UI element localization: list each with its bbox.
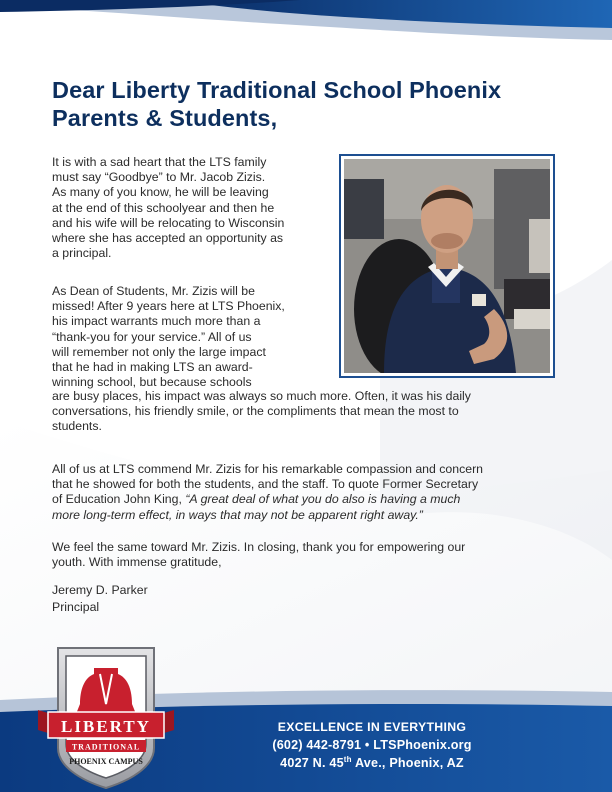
paragraph-dean-continued bbox=[52, 389, 582, 435]
address-text: 4027 N. 45 bbox=[280, 756, 344, 770]
text-line: All of us at LTS commend Mr. Zizis for his remarkable compassion and concern bbox=[52, 462, 484, 476]
text-line: will remember not only the large impact bbox=[52, 344, 266, 359]
signature-name: Jeremy D. Parker bbox=[52, 583, 148, 597]
footer-motto: EXCELLENCE IN EVERYTHING bbox=[277, 720, 467, 734]
text-line: that he had in making LTS an award- bbox=[52, 360, 253, 375]
staff-photo bbox=[344, 159, 550, 373]
text-fragment: of Education John King, bbox=[52, 492, 186, 507]
text-line: students. bbox=[52, 419, 102, 434]
heading-line: Dear Liberty Traditional School Phoenix bbox=[52, 77, 502, 103]
paragraph-dean bbox=[52, 284, 337, 390]
quote-text: “A great deal of what you do also is having a much bbox=[185, 492, 461, 507]
footer-contact: (602) 442-8791 • LTSPhoenix.org bbox=[272, 738, 472, 752]
logo-sub-word: TRADITIONAL bbox=[71, 742, 141, 752]
signature-title: Principal bbox=[52, 600, 100, 614]
text-line: at the end of this schoolyear and then he bbox=[52, 200, 275, 215]
text-line: where she has accepted an opportunity as bbox=[52, 231, 284, 246]
text-line: his impact warrants much more than a bbox=[52, 314, 261, 329]
text-line: conversations, his friendly smile, or the compliments that mean the most to bbox=[52, 404, 459, 419]
text-line: We feel the same toward Mr. Zizis. In closing, thank you for empowering our bbox=[52, 540, 466, 554]
text-line: winning school, but because schools bbox=[52, 375, 252, 390]
text-line: “thank-you for your service.” All of us bbox=[52, 329, 252, 344]
address-superscript: th bbox=[343, 754, 352, 764]
quote-text: more long-term effect, in ways that may not be apparent right away.” bbox=[52, 507, 423, 522]
text-line: that he showed for both the students, and the staff. To quote Former Secretary bbox=[52, 477, 479, 492]
text-line bbox=[52, 492, 582, 507]
paragraph-intro bbox=[52, 155, 337, 261]
text-line: a principal. bbox=[52, 246, 112, 261]
letter-heading bbox=[52, 76, 592, 132]
address-text: Ave., Phoenix, AZ bbox=[351, 756, 464, 770]
paragraph-closing bbox=[52, 540, 582, 570]
logo-main-word: LIBERTY bbox=[61, 717, 151, 736]
logo-campus: PHOENIX CAMPUS bbox=[69, 757, 143, 766]
text-line: and his wife will be relocating to Wisconsin bbox=[52, 215, 285, 230]
text-line: It is with a sad heart that the LTS family bbox=[52, 155, 267, 169]
text-line: youth. With immense gratitude, bbox=[52, 555, 222, 570]
text-line: missed! After 9 years here at LTS Phoenix, bbox=[52, 299, 285, 314]
staff-photo-frame bbox=[339, 154, 555, 378]
text-line: are busy places, his impact was always so much more. Often, it was his daily bbox=[52, 389, 471, 403]
text-line: must say “Goodbye” to Mr. Jacob Zizis. bbox=[52, 170, 266, 185]
paragraph-commend bbox=[52, 462, 582, 523]
text-line: As Dean of Students, Mr. Zizis will be bbox=[52, 284, 255, 298]
footer-address bbox=[222, 756, 522, 770]
heading-line: Parents & Students, bbox=[52, 105, 278, 131]
school-logo bbox=[36, 644, 176, 790]
text-line: As many of you know, he will be leaving bbox=[52, 185, 269, 200]
